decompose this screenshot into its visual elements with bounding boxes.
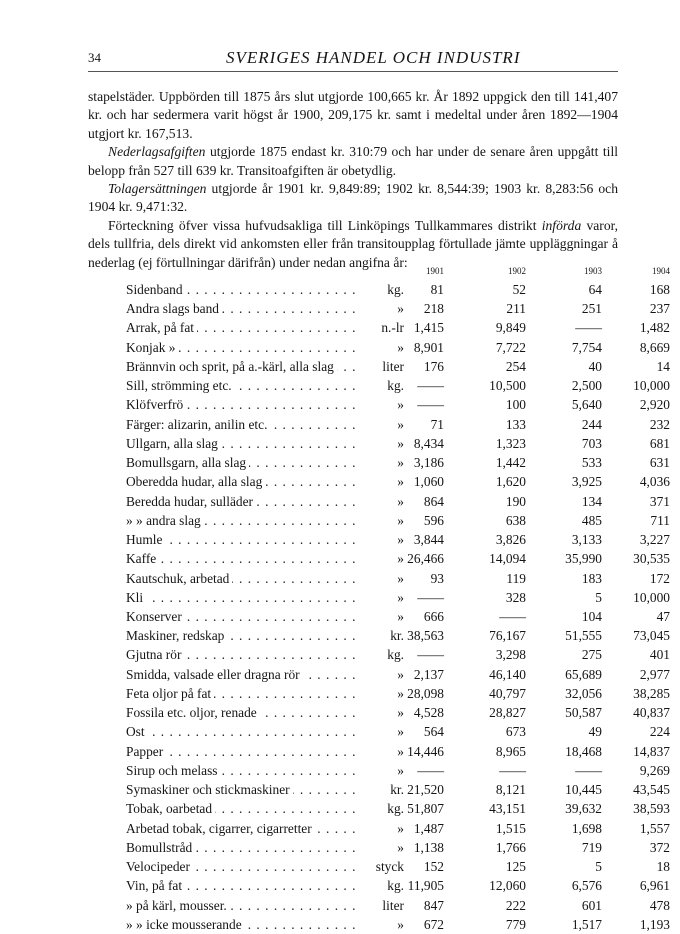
row-unit: » <box>358 665 404 684</box>
row-value-1903: 134 <box>581 493 602 509</box>
row-value-1901: 847 <box>423 897 444 913</box>
row-label-text: Ost <box>126 724 148 739</box>
row-value-1902: 1,766 <box>495 839 526 855</box>
table-row <box>88 588 670 607</box>
row-value-1903: 601 <box>581 897 602 913</box>
row-label-text: Humle <box>126 532 165 547</box>
row-value-1901: 26,466 <box>407 551 444 567</box>
row-unit: » <box>358 415 404 434</box>
row-value-1902: 43,151 <box>489 801 526 817</box>
row-value-1903: —— <box>575 762 602 778</box>
table-row <box>88 280 670 299</box>
row-unit: » <box>358 588 404 607</box>
row-value-1902: 52 <box>512 282 526 297</box>
row-value-1901: 4,528 <box>413 705 444 721</box>
table-row <box>88 915 670 934</box>
table-row <box>88 626 670 645</box>
row-value-1901: 3,844 <box>413 532 444 548</box>
row-value-1902: 14,094 <box>489 551 526 567</box>
paragraph-3 <box>88 180 618 217</box>
row-value-1904: 38,285 <box>633 685 670 701</box>
row-value-1903: 719 <box>581 839 602 855</box>
row-unit: kg. <box>358 645 404 664</box>
table-row <box>88 415 670 434</box>
row-value-1904: 168 <box>649 282 670 297</box>
row-value-1904: 681 <box>649 435 670 451</box>
row-value-1903: —— <box>575 320 602 336</box>
running-title: SVERIGES HANDEL OCH INDUSTRI <box>226 48 521 67</box>
row-value-1901: —— <box>417 647 444 663</box>
table-row <box>88 819 670 838</box>
row-value-1904: 30,535 <box>633 551 670 567</box>
row-value-1901: —— <box>417 397 444 413</box>
row-value-1903: 50,587 <box>565 705 602 721</box>
year-header: 1901 <box>426 266 444 276</box>
row-value-1901: 596 <box>423 512 444 528</box>
year-header: 1903 <box>584 266 602 276</box>
row-value-1901: 1,487 <box>413 820 444 836</box>
paragraph-4-start: Förteckning öfver vissa hufvudsakliga till Linköpings Tullkammares distrikt <box>108 217 542 233</box>
row-value-1902: 254 <box>505 358 526 374</box>
row-value-1902: 28,827 <box>489 705 526 721</box>
row-value-1901: 28,098 <box>407 685 444 701</box>
row-value-1902: —— <box>499 608 526 624</box>
row-value-1902: 1,442 <box>495 455 526 471</box>
row-label-text: Velocipeder <box>126 859 193 874</box>
table-row <box>88 492 670 511</box>
row-label-text: » » icke mousserande <box>126 917 245 932</box>
row-label-text: Bomullstråd <box>126 840 195 855</box>
row-value-1904: 237 <box>649 301 670 317</box>
row-value-1902: 7,722 <box>495 339 526 355</box>
table-row <box>88 799 670 818</box>
row-value-1901: —— <box>417 378 444 394</box>
row-value-1902: 211 <box>506 301 526 317</box>
table-row <box>88 569 670 588</box>
term-tolagersattningen: Tolagersättningen <box>108 181 207 197</box>
table-row <box>88 665 670 684</box>
page-header <box>88 48 618 70</box>
table-row <box>88 742 670 761</box>
import-table <box>88 263 670 934</box>
row-value-1902: 8,121 <box>495 782 526 798</box>
row-value-1902: 10,500 <box>489 378 526 394</box>
row-label-text: » på kärl, mousser. <box>126 898 230 913</box>
row-label-text: Sidenband <box>126 282 186 297</box>
row-value-1903: 5 <box>595 859 602 875</box>
row-value-1904: 2,977 <box>639 666 670 682</box>
row-value-1902: 8,965 <box>495 743 526 759</box>
row-value-1904: 478 <box>649 897 670 913</box>
row-value-1902: 12,060 <box>489 878 526 894</box>
row-value-1901: 564 <box>423 724 444 740</box>
table-row <box>88 357 670 376</box>
table-row <box>88 376 670 395</box>
row-unit: kg. <box>358 876 404 895</box>
row-value-1901: 218 <box>423 301 444 317</box>
row-label-text: Papper <box>126 744 166 759</box>
row-value-1901: 8,901 <box>413 339 444 355</box>
row-value-1904: 3,227 <box>639 532 670 548</box>
row-label-text: Kli <box>126 590 146 605</box>
row-value-1902: 9,849 <box>495 320 526 336</box>
row-value-1904: 1,557 <box>639 820 670 836</box>
row-value-1903: 2,500 <box>571 378 602 394</box>
row-value-1902: 673 <box>505 724 526 740</box>
row-unit: kg. <box>358 280 404 299</box>
row-value-1903: 18,468 <box>565 743 602 759</box>
row-value-1901: 1,415 <box>413 320 444 336</box>
row-value-1901: 3,186 <box>413 455 444 471</box>
table-row <box>88 761 670 780</box>
row-value-1904: 1,193 <box>639 916 670 932</box>
row-unit: » <box>358 838 404 857</box>
row-value-1904: 711 <box>650 512 670 528</box>
row-value-1904: 1,482 <box>639 320 670 336</box>
table-row <box>88 684 670 703</box>
table-row <box>88 876 670 895</box>
row-value-1904: 8,669 <box>639 339 670 355</box>
row-value-1902: 100 <box>505 397 526 413</box>
row-value-1901: 672 <box>423 916 444 932</box>
row-value-1902: 638 <box>505 512 526 528</box>
row-value-1902: 46,140 <box>489 666 526 682</box>
row-value-1903: 49 <box>588 724 602 740</box>
table-row <box>88 607 670 626</box>
row-value-1904: 2,920 <box>639 397 670 413</box>
row-value-1903: 40 <box>588 358 602 374</box>
row-value-1903: 3,133 <box>571 532 602 548</box>
row-value-1903: 1,698 <box>571 820 602 836</box>
row-label-text: Fossila etc. oljor, renade <box>126 705 260 720</box>
row-value-1903: 5,640 <box>571 397 602 413</box>
paragraph-4-end: varor, dels tullfria, dels direkt vid ankomsten eller från transitoupplag förtullade jämte uppläggningar å nederlag (ej förtullningar därifrån) under nedan angifna år: <box>88 217 619 270</box>
term-inforda: införda <box>541 217 582 233</box>
row-value-1901: 864 <box>423 493 444 509</box>
row-value-1902: 3,298 <box>495 647 526 663</box>
row-label-text: Andra slags band <box>126 301 222 316</box>
row-value-1903: 39,632 <box>565 801 602 817</box>
row-unit: kr. <box>358 780 404 799</box>
row-unit: styck <box>358 857 404 876</box>
row-value-1903: 51,555 <box>565 628 602 644</box>
row-unit: » <box>358 819 404 838</box>
row-value-1901: 14,446 <box>407 743 444 759</box>
body-text <box>88 88 618 272</box>
row-value-1904: 232 <box>649 416 670 432</box>
row-label-text: Sill, strömming etc. <box>126 378 235 393</box>
row-value-1902: 76,167 <box>489 628 526 644</box>
row-unit: n.-lr <box>358 318 404 337</box>
table-row <box>88 338 670 357</box>
row-value-1901: 8,434 <box>413 435 444 451</box>
table-row <box>88 511 670 530</box>
row-label-text: Färger: alizarin, anilin etc. <box>126 417 270 432</box>
row-value-1901: 1,138 <box>413 839 444 855</box>
row-label-text: Arbetad tobak, cigarrer, cigarretter <box>126 821 315 836</box>
row-value-1901: —— <box>417 589 444 605</box>
row-unit: kr. <box>358 626 404 645</box>
row-label-text: Maskiner, redskap <box>126 628 227 643</box>
row-value-1904: 47 <box>656 608 670 624</box>
table-row <box>88 530 670 549</box>
row-value-1901: —— <box>417 762 444 778</box>
row-unit: » <box>358 742 404 761</box>
row-value-1902: 222 <box>505 897 526 913</box>
row-unit: kg. <box>358 799 404 818</box>
row-unit: » <box>358 299 404 318</box>
row-value-1903: 64 <box>588 282 602 297</box>
row-value-1902: 190 <box>505 493 526 509</box>
row-value-1901: 71 <box>430 416 444 432</box>
row-label-text: Ullgarn, alla slag <box>126 436 221 451</box>
table-row <box>88 896 670 915</box>
row-value-1904: 73,045 <box>633 628 670 644</box>
row-unit: » <box>358 530 404 549</box>
table-row <box>88 434 670 453</box>
row-value-1903: 7,754 <box>571 339 602 355</box>
table-row <box>88 395 670 414</box>
row-unit: » <box>358 434 404 453</box>
row-label-text: Brännvin och sprit, på a.-kärl, alla slag <box>126 359 337 374</box>
table-row <box>88 453 670 472</box>
row-unit: liter <box>358 896 404 915</box>
row-value-1903: 485 <box>581 512 602 528</box>
table-body <box>88 280 670 934</box>
row-value-1904: 6,961 <box>639 878 670 894</box>
table-row <box>88 838 670 857</box>
row-unit: » <box>358 569 404 588</box>
row-value-1903: 104 <box>581 608 602 624</box>
row-unit: » <box>358 703 404 722</box>
table-row <box>88 318 670 337</box>
row-value-1904: 224 <box>649 724 670 740</box>
row-value-1903: 1,517 <box>571 916 602 932</box>
row-label-text: Kaffe <box>126 551 159 566</box>
table-row <box>88 645 670 664</box>
row-value-1903: 275 <box>581 647 602 663</box>
row-value-1903: 703 <box>581 435 602 451</box>
row-unit: » <box>358 915 404 934</box>
row-value-1903: 251 <box>581 301 602 317</box>
row-value-1903: 10,445 <box>565 782 602 798</box>
row-label-text: Arrak, på fat <box>126 320 197 335</box>
row-value-1902: 3,826 <box>495 532 526 548</box>
row-value-1903: 533 <box>581 455 602 471</box>
row-unit: » <box>358 722 404 741</box>
row-value-1903: 183 <box>581 570 602 586</box>
row-unit: » <box>358 395 404 414</box>
row-value-1902: 1,620 <box>495 474 526 490</box>
row-value-1901: 176 <box>423 358 444 374</box>
row-value-1902: 779 <box>505 916 526 932</box>
row-value-1903: 5 <box>595 589 602 605</box>
term-nederlagsafgiften: Nederlagsafgiften <box>108 144 206 160</box>
row-value-1901: 21,520 <box>407 782 444 798</box>
paragraph-1: stapelstäder. Uppbörden till 1875 års slut utgjorde 100,665 kr. År 1892 uppgick den till 141,407 kr. och har sedermera varit högst år 1900, 209,175 kr. samt i medeltal under åren 1892—1904 utgjort kr. 167,513. <box>88 89 618 141</box>
row-value-1901: 11,905 <box>407 878 444 894</box>
row-value-1902: 328 <box>505 589 526 605</box>
row-unit: » <box>358 511 404 530</box>
row-label-text: Bomullsgarn, alla slag <box>126 455 249 470</box>
row-value-1902: 40,797 <box>489 685 526 701</box>
table-row <box>88 549 670 568</box>
row-unit: kg. <box>358 376 404 395</box>
row-value-1901: 81 <box>430 282 444 297</box>
row-value-1904: 10,000 <box>633 589 670 605</box>
year-header: 1904 <box>652 266 670 276</box>
row-value-1903: 65,689 <box>565 666 602 682</box>
paragraph-2 <box>88 143 618 180</box>
row-label-text: Klöfverfrö <box>126 397 186 412</box>
row-value-1904: 9,269 <box>639 762 670 778</box>
row-unit: » <box>358 607 404 626</box>
row-value-1903: 3,925 <box>571 474 602 490</box>
table-row <box>88 722 670 741</box>
row-value-1902: 125 <box>505 859 526 875</box>
row-unit: » <box>358 453 404 472</box>
row-label-text: Beredda hudar, sulläder <box>126 494 256 509</box>
row-value-1901: 93 <box>430 570 444 586</box>
table-row <box>88 780 670 799</box>
header-rule <box>88 71 618 72</box>
row-value-1902: —— <box>499 762 526 778</box>
row-label-text: Oberedda hudar, alla slag <box>126 474 265 489</box>
row-unit: liter <box>358 357 404 376</box>
row-label-text: Vin, på fat <box>126 878 185 893</box>
row-value-1904: 43,545 <box>633 782 670 798</box>
row-unit: » <box>358 761 404 780</box>
row-unit: » <box>358 338 404 357</box>
table-row <box>88 703 670 722</box>
paragraph-3-text: utgjorde år 1901 kr. 9,849:89; 1902 kr. 8,544:39; 1903 kr. 8,283:56 och 1904 kr. 9,471:32. <box>88 181 618 215</box>
row-value-1904: 14 <box>656 358 670 374</box>
table-row <box>88 299 670 318</box>
row-unit: » <box>358 549 404 568</box>
row-label-text: Smidda, valsade eller dragna rör <box>126 667 303 682</box>
row-value-1904: 18 <box>656 859 670 875</box>
row-label-text: Feta oljor på fat <box>126 686 214 701</box>
row-value-1904: 372 <box>649 839 670 855</box>
row-value-1901: 38,563 <box>407 628 444 644</box>
year-header-row <box>88 263 670 280</box>
row-value-1903: 244 <box>581 416 602 432</box>
row-unit: » <box>358 492 404 511</box>
row-value-1901: 2,137 <box>413 666 444 682</box>
row-value-1902: 119 <box>506 570 526 586</box>
row-value-1901: 666 <box>423 608 444 624</box>
row-value-1904: 371 <box>649 493 670 509</box>
row-value-1901: 1,060 <box>413 474 444 490</box>
table-row <box>88 472 670 491</box>
row-label-text: Symaskiner och stickmaskiner <box>126 782 293 797</box>
row-label-text: Tobak, oarbetad <box>126 801 215 816</box>
row-value-1904: 38,593 <box>633 801 670 817</box>
row-value-1903: 32,056 <box>565 685 602 701</box>
row-unit: » <box>358 684 404 703</box>
row-value-1902: 1,515 <box>495 820 526 836</box>
row-label-text: Gjutna rör <box>126 647 184 662</box>
row-value-1904: 4,036 <box>639 474 670 490</box>
row-value-1903: 35,990 <box>565 551 602 567</box>
row-value-1902: 1,323 <box>495 435 526 451</box>
row-value-1904: 10,000 <box>633 378 670 394</box>
row-label-text: Sirup och melass <box>126 763 221 778</box>
table-row <box>88 857 670 876</box>
row-value-1904: 401 <box>649 647 670 663</box>
page-number: 34 <box>88 50 101 65</box>
row-unit: » <box>358 472 404 491</box>
row-value-1904: 14,837 <box>633 743 670 759</box>
row-label-text: » » andra slag <box>126 513 204 528</box>
row-label-text: Konjak » <box>126 340 178 355</box>
row-value-1904: 40,837 <box>633 705 670 721</box>
row-value-1904: 631 <box>649 455 670 471</box>
row-value-1901: 152 <box>423 859 444 875</box>
paragraph-2-text: utgjorde 1875 endast kr. 310:79 och har under de senare åren uppgått till belopp från 527 till 639 kr. Transitoafgiften är obetydlig. <box>88 144 618 178</box>
row-value-1903: 6,576 <box>571 878 602 894</box>
row-value-1902: 133 <box>505 416 526 432</box>
row-label-text: Konserver <box>126 609 185 624</box>
row-value-1901: 51,807 <box>407 801 444 817</box>
year-header: 1902 <box>508 266 526 276</box>
row-label-text: Kautschuk, arbetad <box>126 571 232 586</box>
row-value-1904: 172 <box>649 570 670 586</box>
